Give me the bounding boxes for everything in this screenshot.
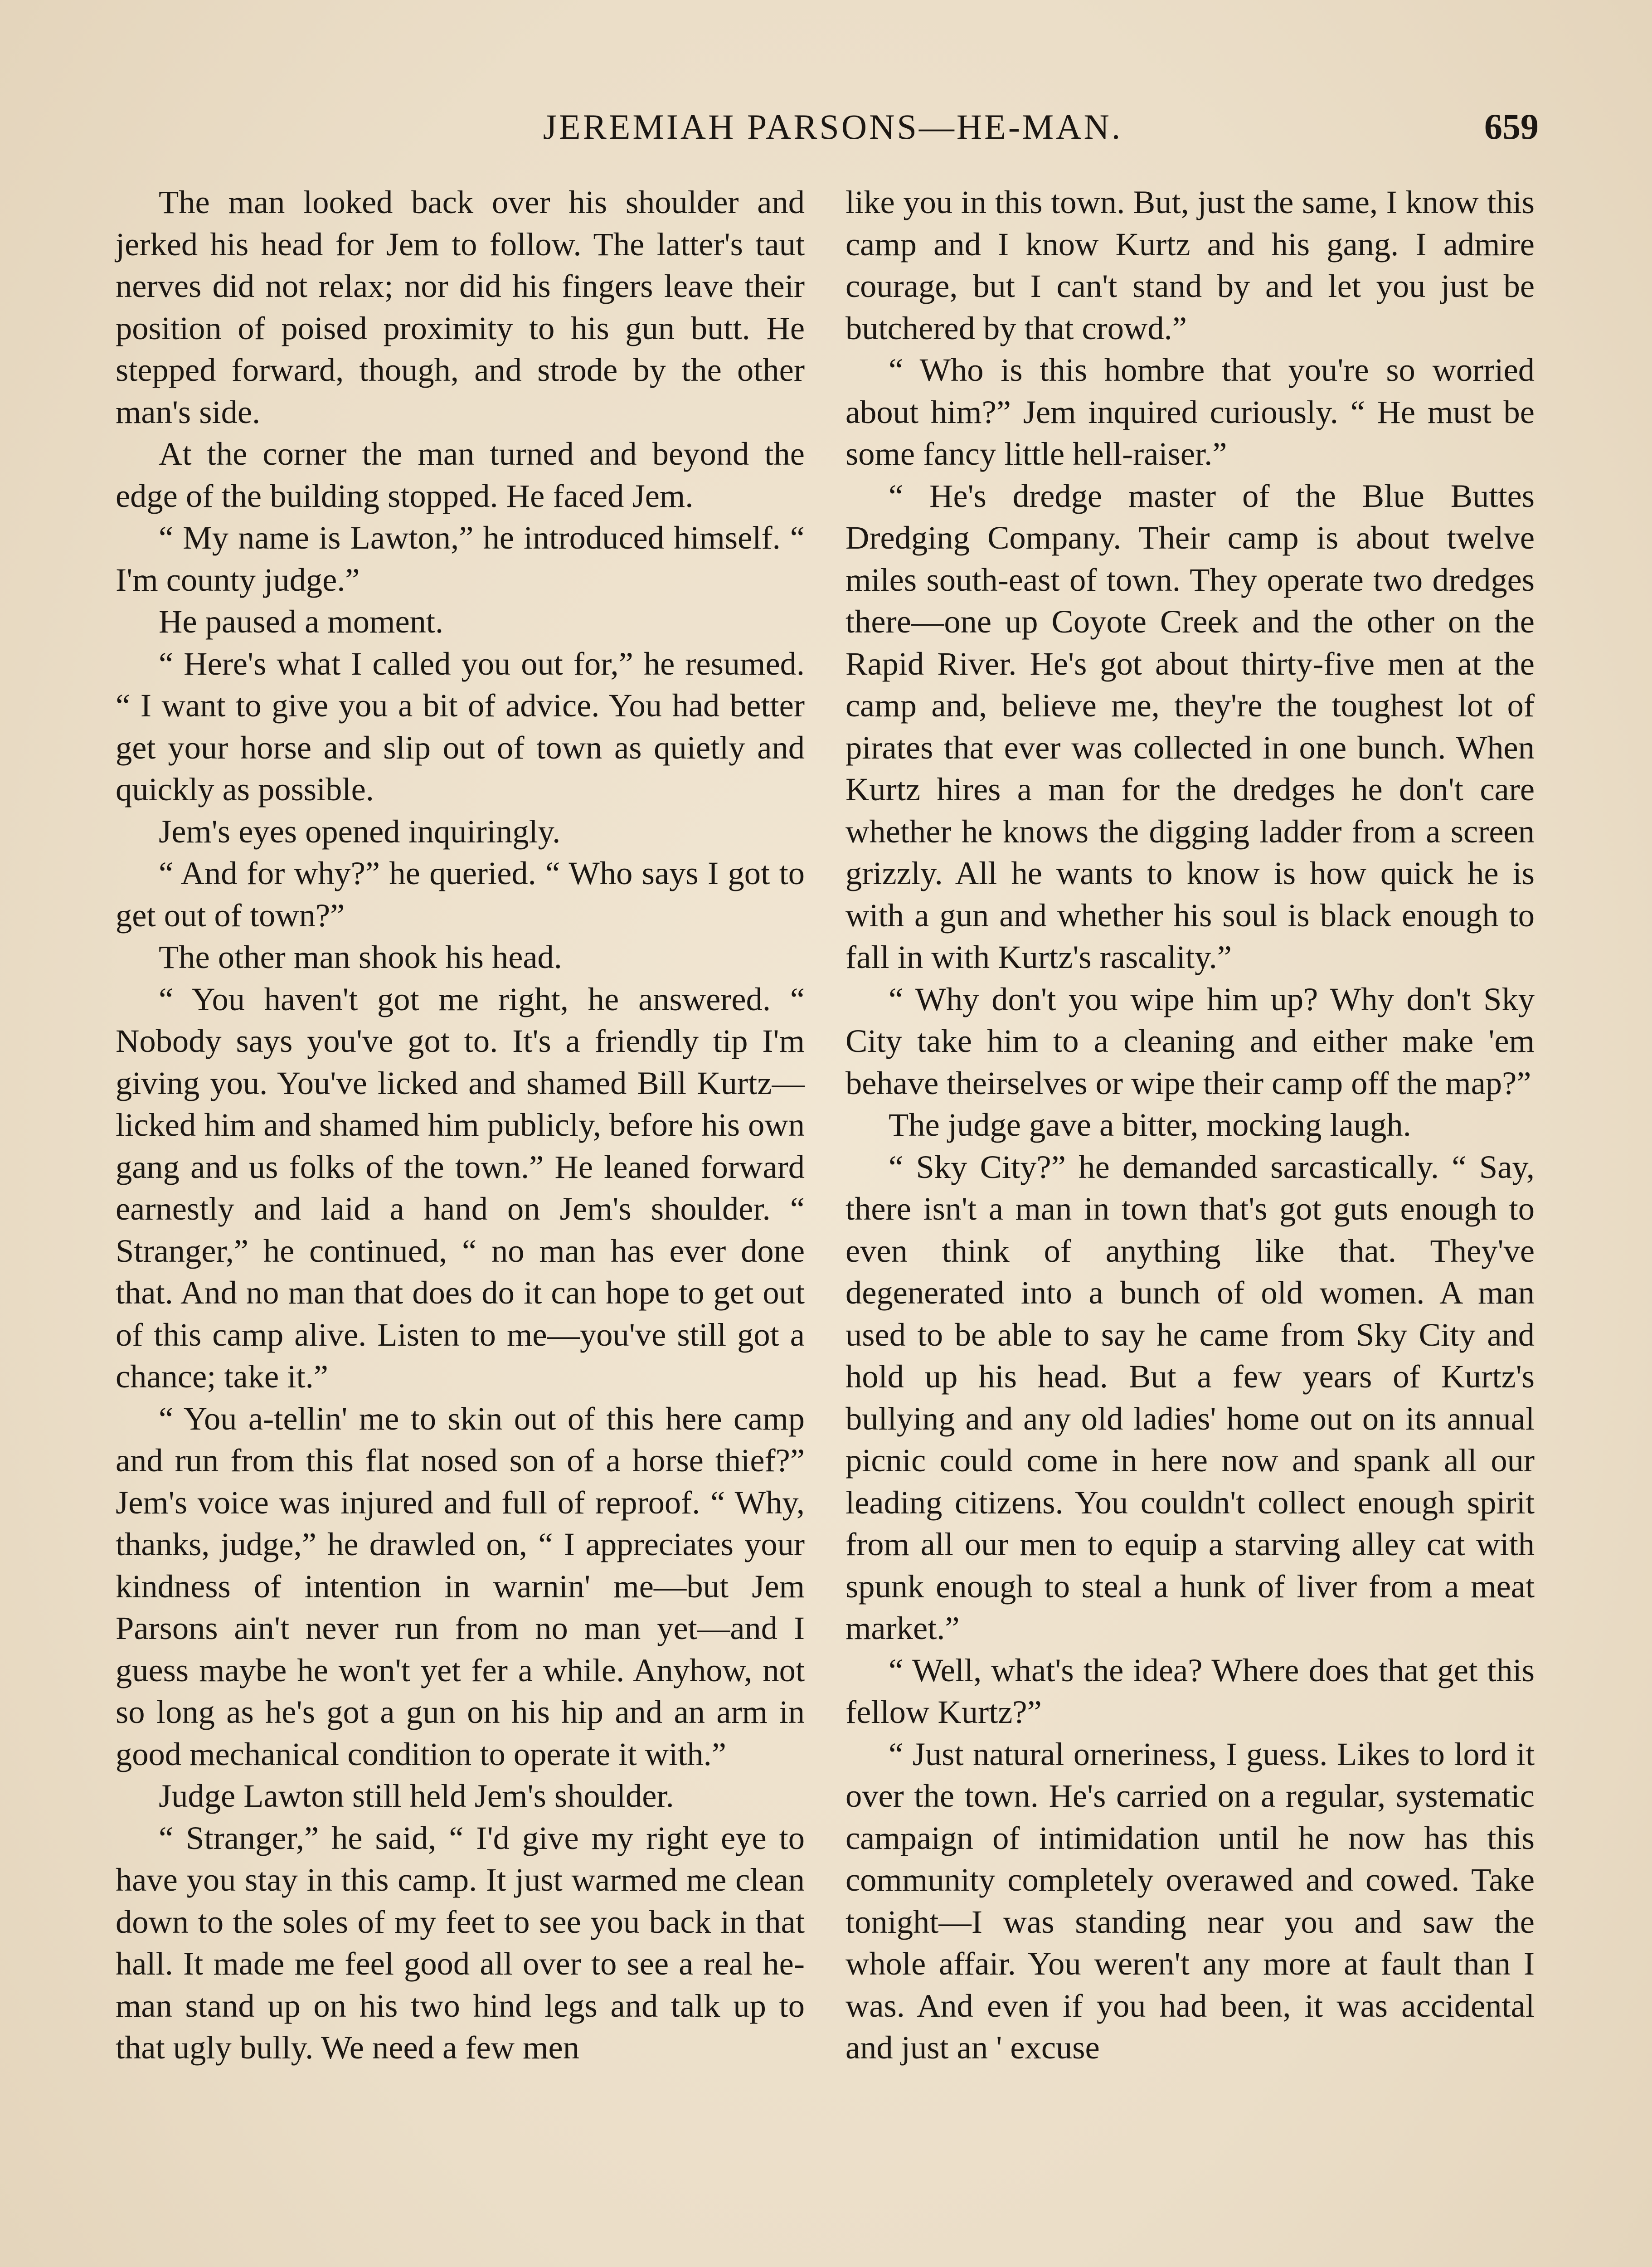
paragraph: He paused a moment. [159,603,444,640]
paragraph: “ Just natural orneriness, I guess. Likes to lord it over the town. He's carried on a regular, systematic campaign of intimidation until he now has this community completely overawed and cowed. Take tonight—I was standing near you and saw the whole affair. You weren't any more at fault than I was. And even if you had been, it was accidental and just an ' excuse [845,1735,1535,2066]
paragraph: The other man shook his head. [159,939,562,975]
paragraph: “ Here's what I called you out for,” he resumed. “ I want to give you a bit of advice. You had better get your horse and slip out of town as quietly and quickly as possible. [116,645,805,808]
paragraph: “ Why don't you wipe him up? Why don't Sky City take him to a cleaning and either make 'em behave theirselves or wipe their camp off the map?” [845,980,1535,1101]
paragraph: Judge Lawton still held Jem's shoulder. [159,1777,674,1814]
paragraph: “ You haven't got me right, he answered. “ Nobody says you've got to. It's a friendly tip I'm giving you. You've licked and shamed Bill Kurtz—licked him and shamed him publicly, before his own gang and us folks of the town.” He leaned forward earnestly and laid a hand on Jem's shoulder. “ Stranger,” he continued, “ no man has ever done that. And no man that does do it can hope to get out of this camp alive. Listen to me—you've still got a chance; take it.” [116,980,805,1395]
paragraph: “ And for why?” he queried. “ Who says I got to get out of town?” [116,855,805,934]
running-title: JEREMIAH PARSONS—HE-MAN. [543,107,1123,146]
paragraph: “ He's dredge master of the Blue Buttes Dredging Company. Their camp is about twelve miles south-east of town. They operate two dredges there—one up Coyote Creek and the other on the Rapid River. He's got about thirty-five men at the camp and, believe me, they're the toughest lot of pirates that ever was collected in one bunch. When Kurtz hires a man for the dredges he don't care whether he knows the digging ladder from a screen grizzly. All he wants to know is how quick he is with a gun and whether his soul is black enough to fall in with Kurtz's rascality.” [845,477,1535,975]
paragraph: “ Well, what's the idea? Where does that get this fellow Kurtz?” [845,1651,1535,1730]
left-column [116,181,805,2069]
paragraph: At the corner the man turned and beyond the edge of the building stopped. He faced Jem. [116,435,805,514]
paragraph: “ Stranger,” he said, “ I'd give my right eye to have you stay in this camp. It just warmed me clean down to the soles of my feet to see you back in that hall. It made me feel good all over to see a real he-man stand up on his two hind legs and talk up to that ugly bully. We need a few men [116,1819,805,2066]
paragraph: “ You a-tellin' me to skin out of this here camp and run from this flat nosed son of a horse thief?” Jem's voice was injured and full of reproof. “ Why, thanks, judge,” he drawled on, “ I appreciates your kindness of intention in warnin' me—but Jem Parsons ain't never run from no man yet—and I guess maybe he won't yet fer a while. Anyhow, not so long as he's got a gun on his hip and an arm in good mechanical condition to operate it with.” [116,1400,805,1772]
paragraph: “ Sky City?” he demanded sarcastically. “ Say, there isn't a man in town that's got guts enough to even think of anything like that. They've degenerated into a bunch of old women. A man used to be able to say he came from Sky City and hold up his head. But a few years of Kurtz's bullying and any old ladies' home out on its annual picnic could come in here now and spank all our leading citizens. You couldn't collect enough spirit from all our men to equip a starving alley cat with spunk enough to steal a hunk of liver from a meat market.” [845,1148,1535,1646]
paragraph: Jem's eyes opened inquiringly. [159,812,561,850]
paragraph-continued: like you in this town. But, just the same, I know this camp and I know Kurtz and his gang. I admire courage, but I can't stand by and let you just be butchered by that crowd.” [845,184,1535,346]
paragraph: “ My name is Lawton,” he introduced himself. “ I'm county judge.” [116,519,805,598]
paragraph: The man looked back over his shoulder and jerked his head for Jem to follow. The latter's taut nerves did not relax; nor did his fingers leave their position of poised proximity to his gun butt. He stepped forward, though, and strode by the other man's side. [116,184,805,430]
page-header [118,97,1548,152]
right-column [845,181,1535,2069]
paragraph: The judge gave a bitter, mocking laugh. [889,1106,1411,1143]
page-number: 659 [1484,107,1539,147]
paragraph: “ Who is this hombre that you're so worried about him?” Jem inquired curiously. “ He must be some fancy little hell-raiser.” [845,351,1535,472]
